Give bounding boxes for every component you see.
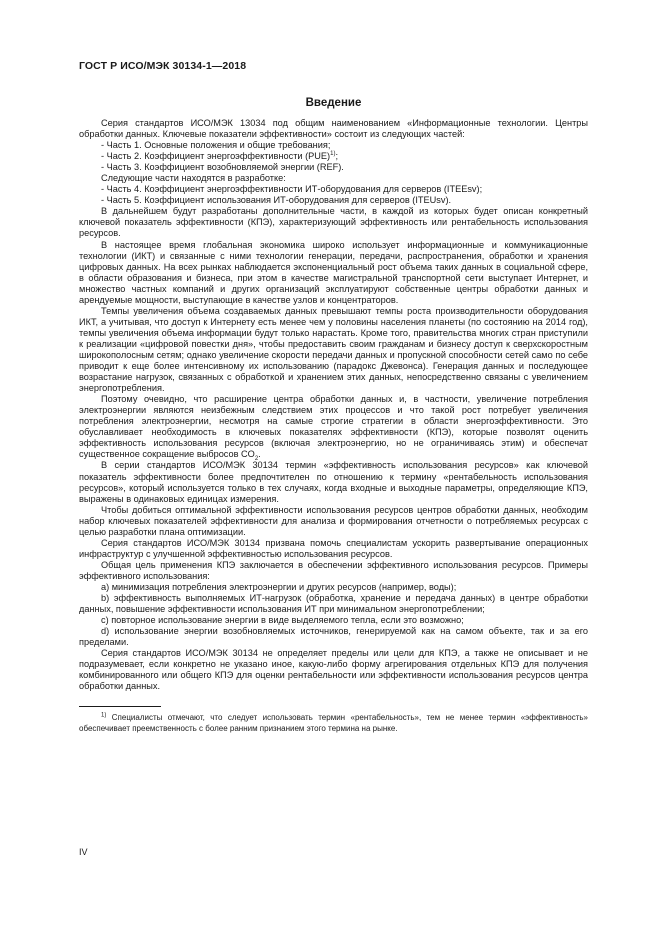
body-text xyxy=(79,118,588,692)
section-title: Введение xyxy=(305,97,362,109)
page-number: IV xyxy=(79,847,88,857)
paragraph-2: В дальнейшем будут разработаны дополнительные части, в каждой из которых будет описан конкретный ключевой показатель эффективности (КПЭ), характеризующий эффективность или рентабельность использования ресурсов. xyxy=(79,206,588,239)
paragraph-5-text: Поэтому очевидно, что расширение центра обработки данных и, в частности, увеличение потребления электроэнергии являются неизбежным следствием этих процессов и что такой рост потребует увеличения потребления электроэнергии, несмотря на самые строгие стратегии в области энергоэффективности. Это обуславливает необходимость в ключевых показателях эффективности (КПЭ), которые позволят оценить эффективность использования ресурсов (включая электроэнергию, но не ограничиваясь этим) и обеспечат существенное сокращение выбросов CO xyxy=(79,394,588,460)
example-b: b) эффективность выполняемых ИТ-нагрузок (обработка, хранение и передача данных) в центре обработки данных, повышение эффективности использования ИТ при минимальном энергопотреблении; xyxy=(79,593,588,615)
standard-header: ГОСТ Р ИСО/МЭК 30134-1—2018 xyxy=(79,60,247,72)
paragraph-dev-intro: Следующие части находятся в разработке: xyxy=(101,173,286,184)
list-item-part-1: - Часть 1. Основные положения и общие требования; xyxy=(101,140,331,151)
list-item-part-4: - Часть 4. Коэффициент энергоэффективности ИТ-оборудования для серверов (ITEEsv); xyxy=(101,184,483,195)
list-item-part-3: - Часть 3. Коэффициент возобновляемой энергии (REF). xyxy=(101,162,344,173)
paragraph-intro: Серия стандартов ИСО/МЭК 13034 под общим наименованием «Информационные технологии. Центры обработки данных. Ключевые показатели эффективности» состоит из следующих частей: xyxy=(79,118,588,140)
example-a: a) минимизация потребления электроэнергии и других ресурсов (например, воды); xyxy=(101,581,457,592)
part-2-text: - Часть 2. Коэффициент энергоэффективности (PUE) xyxy=(101,151,331,162)
list-item-part-5: - Часть 5. Коэффициент использования ИТ-оборудования для серверов (ITEUsv). xyxy=(101,195,452,206)
paragraph-8: Серия стандартов ИСО/МЭК 30134 призвана помочь специалистам ускорить развертывание операционных инфраструктур с улучшенной эффективностью использования ресурсов. xyxy=(79,537,588,559)
footnote-ref: 1) xyxy=(330,151,336,158)
document-page xyxy=(79,60,588,734)
paragraph-10: Серия стандартов ИСО/МЭК 30134 не определяет пределы или цели для КПЭ, а также не описывает и не подразумевает, если конкретно не указано иное, какую-либо форму агрегирования отдельных КПЭ для получения комбинированного или общего КПЭ для оценки рентабельности или эффективности использования ресурсов центра обработки данных. xyxy=(79,648,588,692)
example-d: d) использование энергии возобновляемых источников, генерируемой как на самом объекте, так и за его пределами. xyxy=(79,626,588,648)
part-2-tail: ; xyxy=(335,151,339,162)
footnote-divider xyxy=(79,706,161,707)
example-c: c) повторное использование энергии в виде выделяемого тепла, если это возможно; xyxy=(101,615,464,626)
paragraph-9: Общая цель применения КПЭ заключается в обеспечении эффективного использования ресурсов. Примеры эффективного использования: xyxy=(79,559,588,581)
list-item-part-2 xyxy=(79,151,588,162)
paragraph-7: Чтобы добиться оптимальной эффективности использования ресурсов центров обработки данных, необходим набор ключевых показателей эффективности для анализа и формирования отчетности о потребляемых ресурсах с целью разработки плана оптимизации. xyxy=(79,504,588,537)
footnote-mark: 1) xyxy=(101,712,107,719)
footnote-text: Специалисты отмечают, что следует использовать термин «рентабельность», тем не менее термин «эффективность» обеспечивает преемственность с более ранним признанием этого термина на рынке. xyxy=(79,713,588,733)
paragraph-3: В настоящее время глобальная экономика широко использует информационные и коммуникационные технологии (ИКТ) и связанные с ними технологии генерации, передачи, распространения, обработки и хранения цифровых данных. На всех рынках наблюдается экспоненциальный рост объема таких данных в социальной сфере, в области образования и бизнеса, при этом в качестве магистральной транспортной сети выступает Интернет, и множество частных компаний и других организаций эксплуатируют собственные центры обработки данных и арендуемые мощности, выступающие в качестве узлов и концентраторов. xyxy=(79,239,588,305)
paragraph-6: В серии стандартов ИСО/МЭК 30134 термин «эффективность использования ресурсов» как ключевой показатель эффективности более предпочтителен по отношению к термину «рентабельность использования ресурсов», который используется только в тех случаях, когда входные и выходные параметры, определяющие КПЭ, выражены в одинаковых единицах измерения. xyxy=(79,460,588,504)
footnote xyxy=(79,713,588,734)
paragraph-5 xyxy=(79,394,588,463)
paragraph-4: Темпы увеличения объема создаваемых данных превышают темпы роста производительности оборудования ИКТ, а учитывая, что доступ к Интернету есть менее чем у половины населения планеты (по состоянию на 2014 год), темпы увеличения объема информации будут только нарастать. Кроме того, правительства многих стран приступили к реализации «цифровой повестки дня», чтобы предоставить своим гражданам и бизнесу доступ к сверхскоростным широкополосным сетям; однако увеличение скорости передачи данных и пропускной способности сетей само по себе приводит к еще более интенсивному их использованию (парадокс Джевонса). Генерация данных и последующее возрастание нагрузок, связанных с обработкой и хранением этих данных, непосредственно связаны с увеличением энергопотребления. xyxy=(79,305,588,394)
co2-subscript: 2 xyxy=(254,456,259,463)
paragraph-5-tail: . xyxy=(258,449,261,460)
